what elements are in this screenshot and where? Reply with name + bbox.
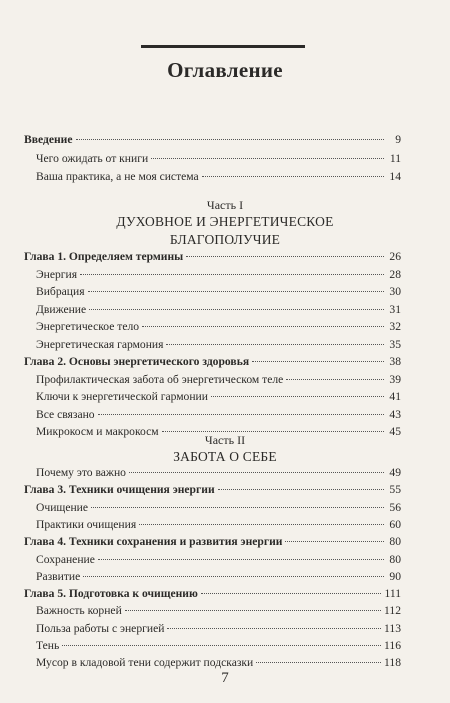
toc-section-entry bbox=[36, 268, 401, 286]
toc-section-entry bbox=[36, 501, 401, 519]
toc-entry-label: Почему это важно bbox=[36, 466, 126, 479]
toc-entry-page: 113 bbox=[384, 621, 401, 635]
toc-entry-label: Микрокосм и макрокосм bbox=[36, 425, 159, 438]
dot-leader bbox=[202, 175, 384, 177]
toc-entry-page: 31 bbox=[389, 302, 401, 316]
dot-leader bbox=[142, 325, 384, 327]
dot-leader bbox=[129, 471, 384, 473]
toc-entry-page: 30 bbox=[389, 285, 401, 298]
toc-entry-page: 111 bbox=[384, 587, 401, 601]
toc-chapter-entry bbox=[24, 535, 401, 553]
toc-entry-label: Очищение bbox=[36, 500, 89, 514]
toc-entry-page: 49 bbox=[389, 466, 401, 479]
part1-title-line2: БЛАГОПОЛУЧИЕ bbox=[169, 232, 281, 247]
toc-entry-page: 28 bbox=[389, 267, 401, 281]
dot-leader bbox=[167, 627, 381, 629]
toc-entry-page: 41 bbox=[389, 390, 401, 403]
toc-entry-page: 55 bbox=[389, 483, 401, 497]
toc-chapter-entry bbox=[24, 587, 401, 605]
page-number: 7 bbox=[221, 670, 229, 686]
toc-entry-label: Важность корней bbox=[36, 604, 122, 618]
toc-entry-page: 118 bbox=[384, 656, 401, 670]
toc-entry-label: Все связано bbox=[36, 407, 95, 421]
toc-chapter-entry bbox=[24, 250, 401, 268]
toc-entry-page: 112 bbox=[384, 604, 401, 618]
dot-leader bbox=[88, 290, 384, 292]
part1-label: Часть I bbox=[206, 198, 244, 212]
toc-section-entry bbox=[36, 408, 401, 426]
toc-entry-label: Мусор в кладовой тени содержит подсказки bbox=[36, 656, 254, 670]
toc-section-entry bbox=[36, 604, 401, 622]
toc-section-entry bbox=[36, 570, 401, 588]
dot-leader bbox=[76, 138, 384, 140]
toc-chapter-entry bbox=[24, 133, 401, 151]
part2-title: ЗАБОТА О СЕБЕ bbox=[173, 449, 277, 464]
toc-section-entry bbox=[36, 466, 401, 484]
toc-entry-page: 43 bbox=[389, 407, 401, 421]
toc-section-entry bbox=[36, 285, 401, 303]
title-rule bbox=[141, 45, 305, 48]
dot-leader bbox=[91, 506, 384, 508]
toc-entry-label: Глава 2. Основы энергетического здоровья bbox=[24, 355, 250, 368]
toc-entry-page: 38 bbox=[389, 355, 401, 368]
dot-leader bbox=[286, 378, 384, 380]
toc-entry-page: 60 bbox=[389, 517, 401, 531]
dot-leader bbox=[201, 592, 382, 594]
toc-entry-label: Глава 1. Определяем термины bbox=[24, 250, 184, 263]
dot-leader bbox=[139, 523, 384, 525]
toc-entry-label: Энергия bbox=[36, 267, 78, 281]
toc-entry-label: Практики очищения bbox=[36, 517, 137, 531]
dot-leader bbox=[162, 430, 384, 432]
dot-leader bbox=[125, 609, 381, 611]
toc-section-entry bbox=[36, 639, 401, 657]
dot-leader bbox=[80, 273, 384, 275]
dot-leader bbox=[98, 558, 384, 560]
toc-section-entry bbox=[36, 553, 401, 571]
toc-entry-label: Глава 3. Техники очищения энергии bbox=[24, 483, 215, 497]
toc-entry-page: 45 bbox=[389, 425, 401, 438]
toc-entry-label: Движение bbox=[36, 302, 87, 316]
dot-leader bbox=[166, 343, 384, 345]
toc-entry-label: Ключи к энергетической гармонии bbox=[36, 390, 208, 403]
dot-leader bbox=[285, 540, 384, 542]
toc-entry-label: Глава 5. Подготовка к очищению bbox=[24, 587, 198, 601]
dot-leader bbox=[211, 395, 384, 397]
toc-entry-label: Чего ожидать от книги bbox=[36, 151, 149, 165]
toc-entry-page: 80 bbox=[389, 552, 401, 566]
toc-entry-label: Развитие bbox=[36, 569, 81, 583]
toc-section-entry bbox=[36, 152, 401, 170]
dot-leader bbox=[83, 575, 384, 577]
toc-section-entry bbox=[36, 303, 401, 321]
toc-entry-page: 32 bbox=[389, 320, 401, 333]
toc-entry-label: Сохранение bbox=[36, 552, 95, 566]
toc-entry-page: 56 bbox=[389, 500, 401, 514]
toc-entry-page: 39 bbox=[389, 372, 401, 386]
toc-section-entry bbox=[36, 518, 401, 536]
toc-section-entry bbox=[36, 390, 401, 408]
page-title: Оглавление bbox=[167, 58, 283, 82]
toc-entry-page: 11 bbox=[389, 151, 401, 165]
dot-leader bbox=[256, 661, 381, 663]
toc-entry-label: Энергетическое тело bbox=[36, 320, 140, 333]
part2-label: Часть II bbox=[204, 433, 246, 447]
toc-entry-label: Тень bbox=[36, 639, 60, 652]
toc-entry-label: Глава 4. Техники сохранения и развития энергии bbox=[24, 535, 283, 549]
toc-entry-page: 14 bbox=[389, 170, 401, 183]
toc-entry-label: Введение bbox=[24, 133, 73, 146]
toc-section-entry bbox=[36, 622, 401, 640]
toc-section-entry bbox=[36, 338, 401, 356]
toc-entry-page: 35 bbox=[389, 337, 401, 351]
toc-entry-page: 9 bbox=[395, 133, 401, 146]
toc-section-entry bbox=[36, 170, 401, 188]
toc-chapter-entry bbox=[24, 355, 401, 373]
dot-leader bbox=[98, 413, 384, 415]
dot-leader bbox=[218, 488, 384, 490]
toc-entry-label: Вибрация bbox=[36, 285, 85, 298]
toc-section-entry bbox=[36, 320, 401, 338]
toc-section-entry bbox=[36, 373, 401, 391]
toc-entry-label: Профилактическая забота об энергетическом теле bbox=[36, 372, 284, 386]
toc-entry-label: Польза работы с энергией bbox=[36, 621, 165, 635]
dot-leader bbox=[252, 360, 384, 362]
toc-entry-label: Энергетическая гармония bbox=[36, 337, 164, 351]
dot-leader bbox=[186, 255, 384, 257]
toc-entry-label: Ваша практика, а не моя система bbox=[36, 170, 199, 183]
toc-chapter-entry bbox=[24, 483, 401, 501]
toc-entry-page: 90 bbox=[389, 569, 401, 583]
toc-entry-page: 26 bbox=[389, 250, 401, 263]
dot-leader bbox=[151, 157, 384, 159]
toc-entry-page: 80 bbox=[389, 535, 401, 549]
dot-leader bbox=[62, 644, 381, 646]
dot-leader bbox=[89, 308, 384, 310]
part1-title-line1: ДУХОВНОЕ И ЭНЕРГЕТИЧЕСКОЕ bbox=[116, 214, 334, 229]
toc-entry-page: 116 bbox=[384, 639, 401, 652]
